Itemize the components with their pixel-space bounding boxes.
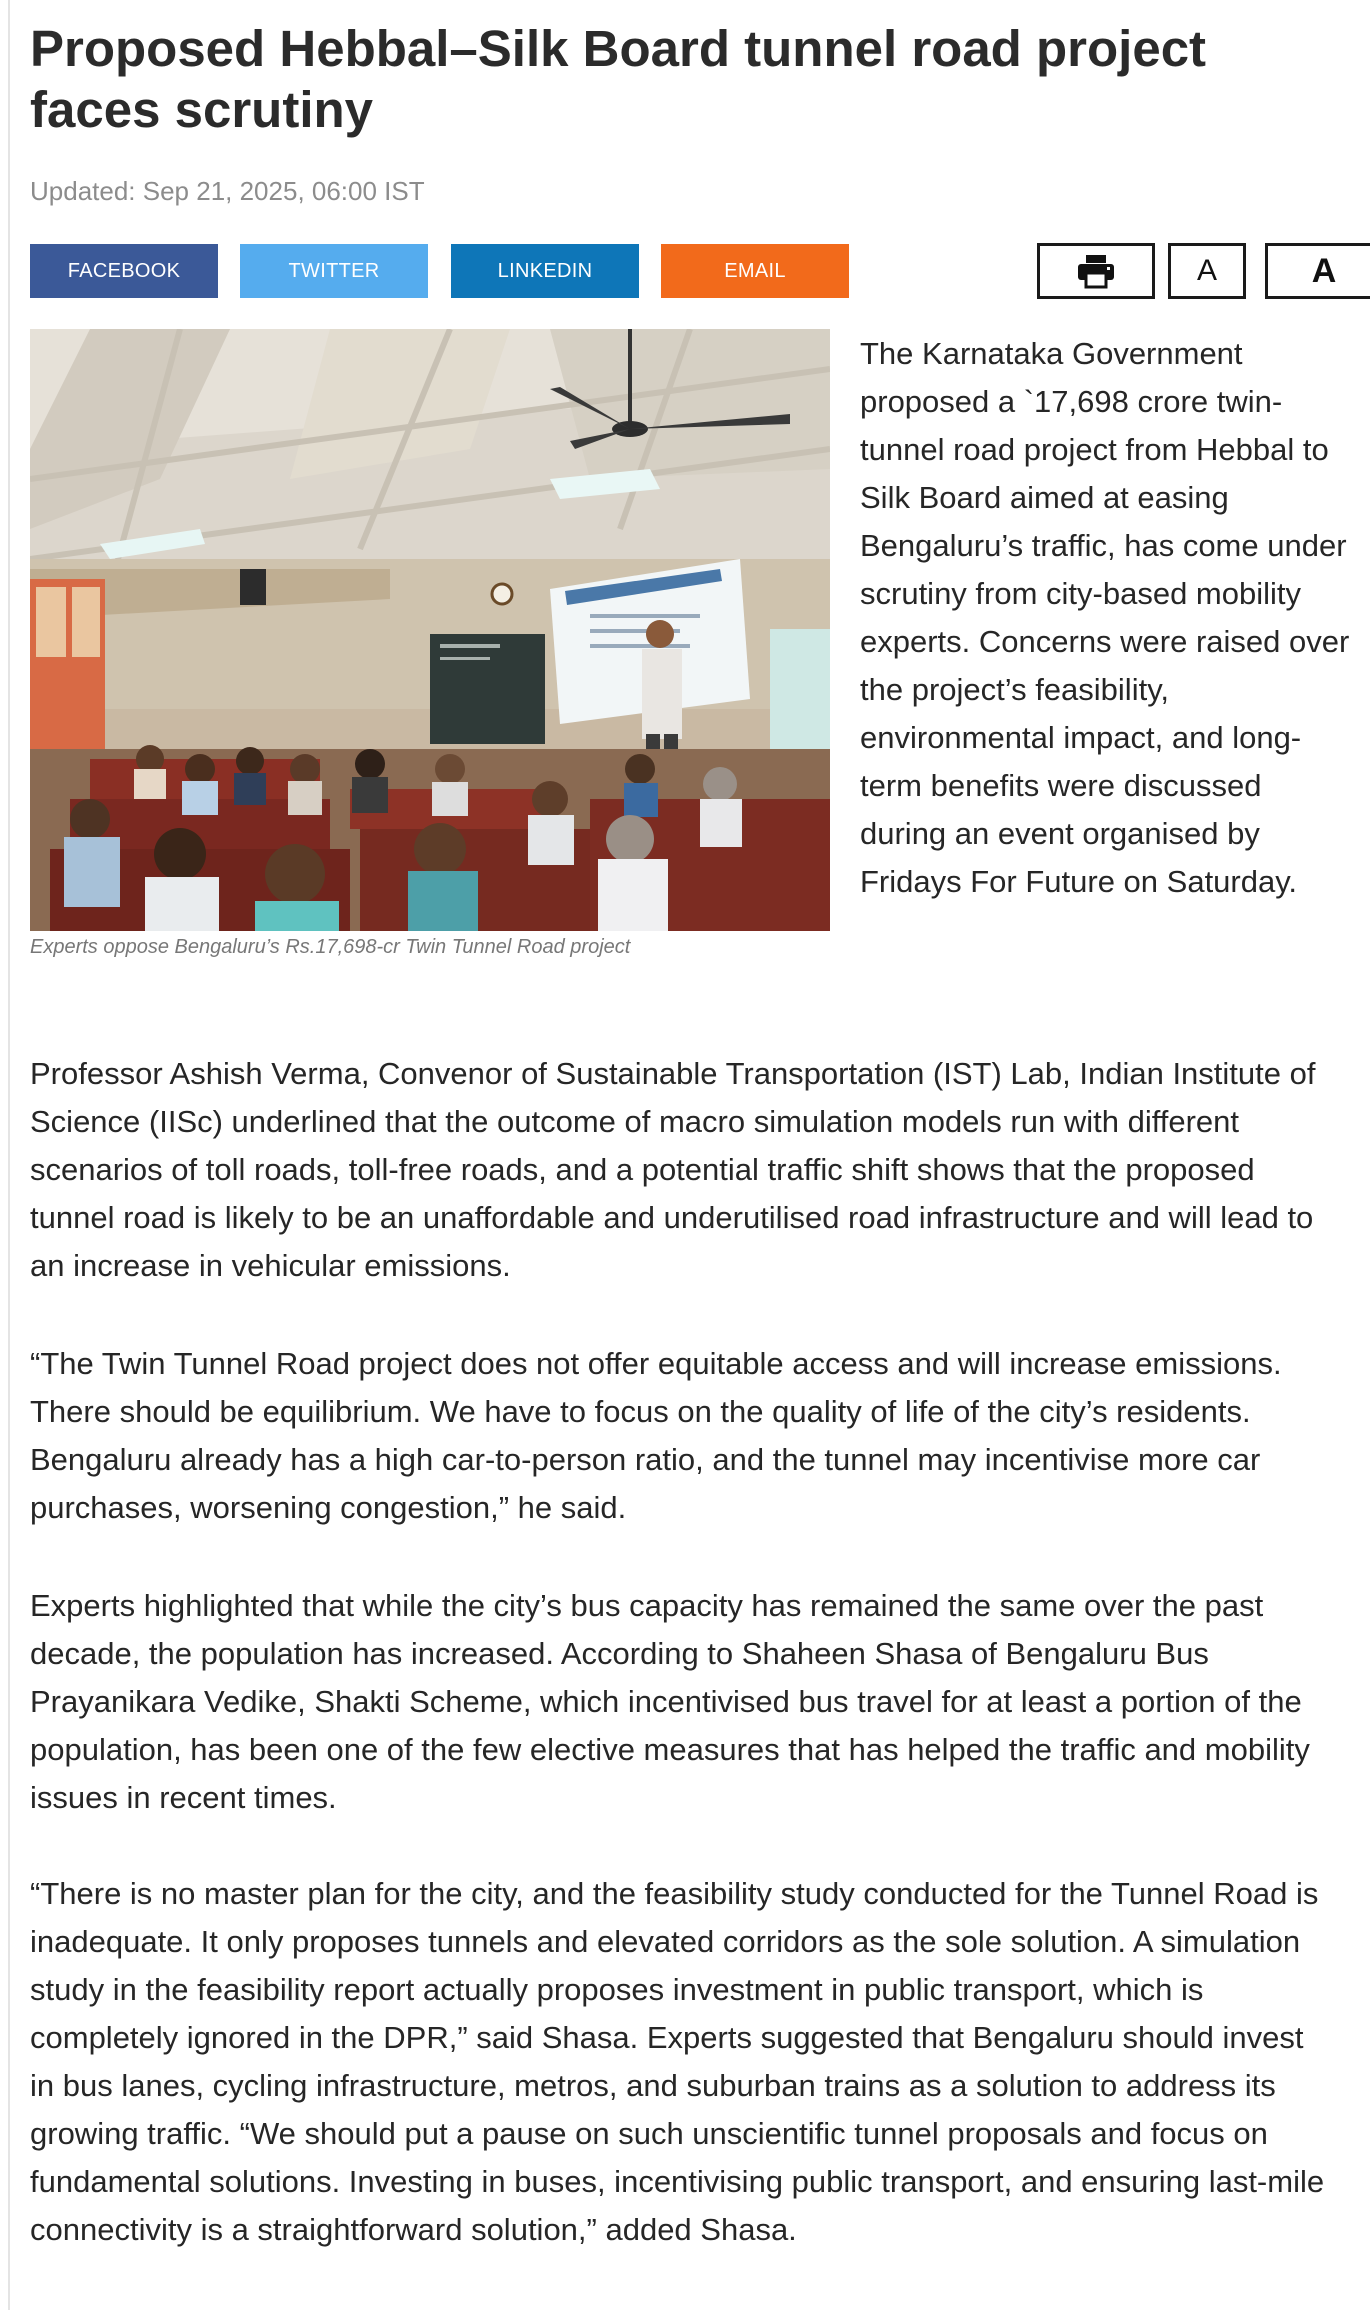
printer-icon	[1076, 253, 1116, 289]
font-decrease-button[interactable]: A	[1168, 243, 1246, 299]
body-paragraph-4: “There is no master plan for the city, and the feasibility study conducted for the Tunnel Road is inadequate. It only proposes tunnels and elevated corridors as the sole solution. A simulation study in the feasibility report actually proposes investment in public transport, which is completely ignored in the DPR,” said Shasa. Experts suggested that Bengaluru should invest in bus lanes, cycling infrastructure, metros, and suburban trains as a solution to address its growing traffic. “We should put a pause on such unscientific tunnel proposals and focus on fundamental solutions. Investing in buses, incentivising public transport, and ensuring last-mile connectivity is a straightforward solution,” added Shasa.	[30, 1876, 1325, 2247]
facebook-share-button[interactable]: FACEBOOK	[30, 244, 218, 298]
figure-caption: Experts oppose Bengaluru’s Rs.17,698-cr Twin Tunnel Road project	[30, 936, 631, 958]
font-increase-button[interactable]: A	[1265, 243, 1370, 299]
body-paragraph-2: “The Twin Tunnel Road project does not offer equitable access and will increase emissions. There should be equilibrium. We have to focus on the quality of life of the city’s residents. Bengaluru already has a high car-to-person ratio, and the tunnel may incentivise more car purchases, worsening congestion,” he said.	[30, 1346, 1282, 1525]
linkedin-share-button[interactable]: LINKEDIN	[451, 244, 639, 298]
article-figure	[30, 329, 830, 958]
body-paragraph-3: Experts highlighted that while the city’s bus capacity has remained the same over the past decade, the population has increased. According to Shaheen Shasa of Bengaluru Bus Prayanikara Vedike, Shakti Scheme, which incentivised bus travel for at least a portion of the population, has been one of the few elective measures that has helped the traffic and mobility issues in recent times.	[30, 1588, 1310, 1815]
article-headline: Proposed Hebbal–Silk Board tunnel road project faces scrutiny	[30, 20, 1207, 138]
left-border	[8, 0, 10, 2310]
email-share-button[interactable]: EMAIL	[661, 244, 849, 298]
twitter-share-button[interactable]: TWITTER	[240, 244, 428, 298]
updated-timestamp: Updated: Sep 21, 2025, 06:00 IST	[30, 176, 425, 206]
intro-paragraph: The Karnataka Government proposed a `17,698 crore twin-tunnel road project from Hebbal to Silk Board aimed at easing Bengaluru’s traffic, has come under scrutiny from city-based mobility experts. Concerns were raised over the project’s feasibility, environmental impact, and long-term benefits were discussed during an event organised by Fridays For Future on Saturday.	[860, 336, 1350, 899]
body-paragraph-1: Professor Ashish Verma, Convenor of Sustainable Transportation (IST) Lab, Indian Institute of Science (IISc) underlined that the outcome of macro simulation models run with different scenarios of toll roads, toll-free roads, and a potential traffic shift shows that the proposed tunnel road is likely to be an unaffordable and underutilised road infrastructure and will lead to an increase in vehicular emissions.	[30, 1056, 1316, 1283]
article-photo	[30, 329, 830, 931]
print-button[interactable]	[1037, 243, 1155, 299]
